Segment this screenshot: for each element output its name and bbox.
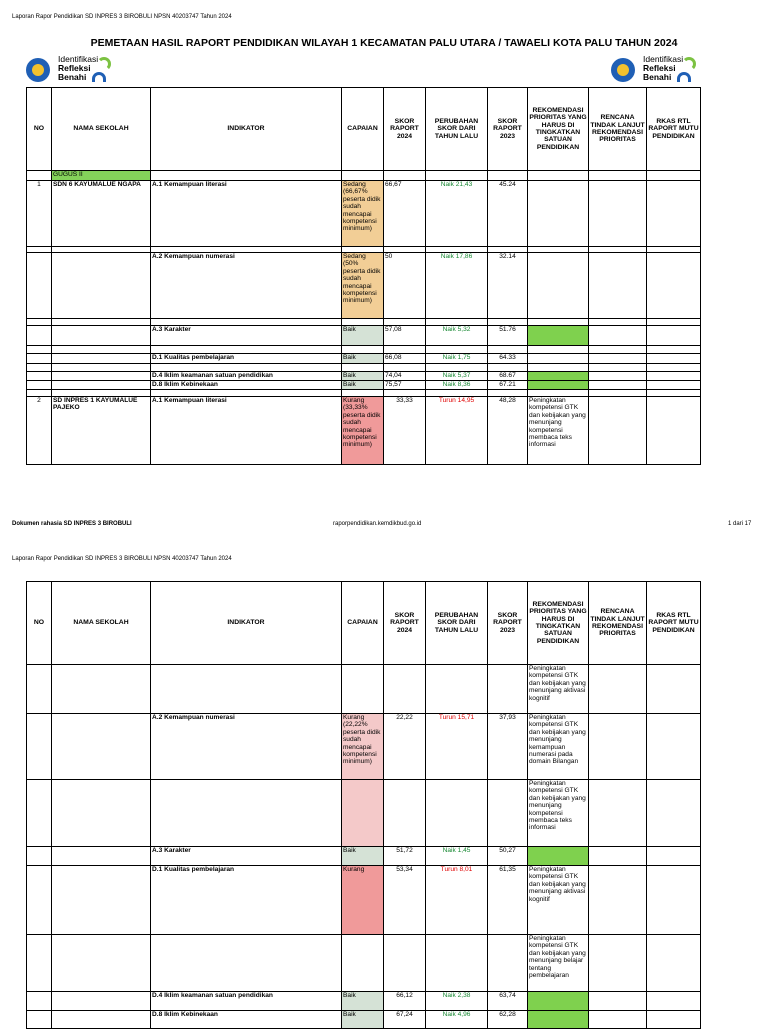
skor-2024-cell: 50 bbox=[384, 253, 426, 319]
indikator-cell: A.1 Kemampuan literasi bbox=[151, 397, 342, 465]
capaian-cell: Kurang (22,22% peserta didik sudah mencapai kompetensi minimum) bbox=[342, 714, 384, 780]
capaian-cell: Baik bbox=[342, 992, 384, 1011]
col-capaian: CAPAIAN bbox=[342, 582, 384, 665]
report-title: PEMETAAN HASIL RAPORT PENDIDIKAN WILAYAH 1 KECAMATAN PALU UTARA / TAWAELI KOTA PALU TAHUN 2024 bbox=[90, 37, 678, 49]
skor-2024-cell: 75,57 bbox=[384, 381, 426, 390]
indikator-cell: D.8 Iklim Kebinekaan bbox=[151, 381, 342, 390]
skor-2024-cell: 66,08 bbox=[384, 354, 426, 364]
col-no: NO bbox=[27, 88, 52, 171]
table-row bbox=[27, 780, 701, 847]
rekomendasi-cell: Peningkatan kompetensi GTK dan kebijakan yang menunjang kompetensi membaca teks informasi bbox=[528, 397, 589, 465]
logo-arc-icon bbox=[682, 57, 696, 71]
col-skor-2023: SKOR RAPORT 2023 bbox=[488, 582, 528, 665]
col-skor-2023: SKOR RAPORT 2023 bbox=[488, 88, 528, 171]
skor-2024-cell: 67,24 bbox=[384, 1011, 426, 1029]
rekomendasi-cell: Peningkatan kompetensi GTK dan kebijakan yang menunjang aktivasi kognitif bbox=[528, 665, 589, 714]
table-row bbox=[27, 354, 701, 364]
report-table-page2 bbox=[26, 581, 701, 1029]
skor-2023-cell: 61,35 bbox=[488, 866, 528, 935]
logo-right bbox=[611, 55, 711, 85]
rekomendasi-cell: Peningkatan kompetensi GTK dan kebijakan yang menunjang kompetensi membaca teks informasi bbox=[528, 780, 589, 847]
col-rekomendasi: REKOMENDASI PRIORITAS YANG HARUS DI TINGKATKAN SATUAN PENDIDIKAN bbox=[528, 88, 589, 171]
logo-arc-icon bbox=[677, 72, 691, 82]
col-skor-2024: SKOR RAPORT 2024 bbox=[384, 88, 426, 171]
skor-2023-cell: 32.14 bbox=[488, 253, 528, 319]
capaian-cell: Baik bbox=[342, 1011, 384, 1029]
table-row bbox=[27, 935, 701, 992]
report-table-page1 bbox=[26, 87, 701, 465]
skor-2023-cell: 63,74 bbox=[488, 992, 528, 1011]
skor-2024-cell: 51,72 bbox=[384, 847, 426, 866]
col-no: NO bbox=[27, 582, 52, 665]
skor-2023-cell: 45.24 bbox=[488, 181, 528, 247]
col-perubahan: PERUBAHAN SKOR DARI TAHUN LALU bbox=[426, 582, 488, 665]
perubahan-cell: Naik 5,32 bbox=[426, 326, 488, 346]
logo-text-3: Benahi bbox=[643, 72, 672, 82]
footer-page: 1 dari 17 bbox=[728, 521, 752, 527]
skor-2024-cell: 57,08 bbox=[384, 326, 426, 346]
col-nama-sekolah: NAMA SEKOLAH bbox=[52, 88, 151, 171]
capaian-cell: Kurang (33,33% peserta didik sudah mencapai kompetensi minimum) bbox=[342, 397, 384, 465]
indikator-cell: A.3 Karakter bbox=[151, 326, 342, 346]
skor-2024-cell: 66,12 bbox=[384, 992, 426, 1011]
capaian-cell: Sedang (50% peserta didik sudah mencapai kompetensi minimum) bbox=[342, 253, 384, 319]
skor-2024-cell: 74,04 bbox=[384, 372, 426, 381]
page-header: Laporan Rapor Pendidikan SD INPRES 3 BIROBULI NPSN 40203747 Tahun 2024 bbox=[12, 14, 232, 20]
table-row bbox=[27, 992, 701, 1011]
row-no: 2 bbox=[27, 397, 52, 465]
skor-2023-cell: 64.33 bbox=[488, 354, 528, 364]
col-rencana: RENCANA TINDAK LANJUT REKOMENDASI PRIORITAS bbox=[589, 582, 647, 665]
logo-text-1: Identifikasi bbox=[643, 54, 684, 64]
col-indikator: INDIKATOR bbox=[151, 88, 342, 171]
logo-arc-icon bbox=[97, 57, 111, 71]
indikator-cell: A.1 Kemampuan literasi bbox=[151, 181, 342, 247]
logo-text-1: Identifikasi bbox=[58, 54, 99, 64]
col-capaian: CAPAIAN bbox=[342, 88, 384, 171]
gugus-label: GUGUS II bbox=[52, 171, 151, 181]
logo-text-3: Benahi bbox=[58, 72, 87, 82]
perubahan-cell: Naik 21,43 bbox=[426, 181, 488, 247]
col-rencana: RENCANA TINDAK LANJUT REKOMENDASI PRIORITAS bbox=[589, 88, 647, 171]
table-row bbox=[27, 714, 701, 780]
table-row bbox=[27, 381, 701, 390]
col-indikator: INDIKATOR bbox=[151, 582, 342, 665]
col-skor-2024: SKOR RAPORT 2024 bbox=[384, 582, 426, 665]
rekomendasi-cell: Peningkatan kompetensi GTK dan kebijakan yang menunjang belajar tentang pembelajaran bbox=[528, 935, 589, 992]
logo-arc-icon bbox=[92, 72, 106, 82]
perubahan-cell: Turun 15,71 bbox=[426, 714, 488, 780]
table-row bbox=[27, 253, 701, 319]
table-row bbox=[27, 181, 701, 247]
col-rkas: RKAS RTL RAPORT MUTU PENDIDIKAN bbox=[647, 88, 701, 171]
capaian-cell: Baik bbox=[342, 372, 384, 381]
col-rekomendasi: REKOMENDASI PRIORITAS YANG HARUS DI TINGKATKAN SATUAN PENDIDIKAN bbox=[528, 582, 589, 665]
row-no: 1 bbox=[27, 181, 52, 247]
skor-2024-cell: 53,34 bbox=[384, 866, 426, 935]
school-name: SD INPRES 1 KAYUMALUE PAJEKO bbox=[52, 397, 151, 465]
skor-2023-cell: 51.76 bbox=[488, 326, 528, 346]
perubahan-cell: Naik 17,86 bbox=[426, 253, 488, 319]
footer-left: Dokumen rahasia SD INPRES 3 BIROBULI bbox=[12, 521, 132, 527]
skor-2024-cell: 33,33 bbox=[384, 397, 426, 465]
indikator-cell: D.1 Kualitas pembelajaran bbox=[151, 866, 342, 935]
skor-2023-cell: 37,93 bbox=[488, 714, 528, 780]
logo-text-2: Refleksi bbox=[58, 63, 91, 73]
indikator-cell: A.2 Kemampuan numerasi bbox=[151, 253, 342, 319]
perubahan-cell: Naik 5,37 bbox=[426, 372, 488, 381]
footer-url: raporpendidikan.kemdikbud.go.id bbox=[333, 521, 422, 527]
skor-2024-cell: 66,67 bbox=[384, 181, 426, 247]
indikator-cell: A.3 Karakter bbox=[151, 847, 342, 866]
perubahan-cell: Naik 4,96 bbox=[426, 1011, 488, 1029]
col-nama-sekolah: NAMA SEKOLAH bbox=[52, 582, 151, 665]
skor-2024-cell: 22,22 bbox=[384, 714, 426, 780]
rekomendasi-cell: Peningkatan kompetensi GTK dan kebijakan yang menunjang kemampuan numerasi pada domain Bilangan bbox=[528, 714, 589, 780]
tut-wuri-emblem-icon bbox=[611, 58, 635, 82]
indikator-cell: D.4 Iklim keamanan satuan pendidikan bbox=[151, 372, 342, 381]
capaian-cell: Kurang bbox=[342, 866, 384, 935]
rekomendasi-cell: Peningkatan kompetensi GTK dan kebijakan yang menunjang aktivasi kognitif bbox=[528, 866, 589, 935]
indikator-cell: D.4 Iklim keamanan satuan pendidikan bbox=[151, 992, 342, 1011]
indikator-cell: D.8 Iklim Kebinekaan bbox=[151, 1011, 342, 1029]
perubahan-cell: Naik 1,75 bbox=[426, 354, 488, 364]
perubahan-cell: Turun 8,01 bbox=[426, 866, 488, 935]
school-name: SDN 6 KAYUMALUE NGAPA bbox=[52, 181, 151, 247]
tut-wuri-emblem-icon bbox=[26, 58, 50, 82]
col-rkas: RKAS RTL RAPORT MUTU PENDIDIKAN bbox=[647, 582, 701, 665]
capaian-cell: Baik bbox=[342, 847, 384, 866]
skor-2023-cell: 48,28 bbox=[488, 397, 528, 465]
capaian-cell: Baik bbox=[342, 354, 384, 364]
table-row bbox=[27, 326, 701, 346]
col-perubahan: PERUBAHAN SKOR DARI TAHUN LALU bbox=[426, 88, 488, 171]
skor-2023-cell: 62,28 bbox=[488, 1011, 528, 1029]
table-row bbox=[27, 847, 701, 866]
table-row bbox=[27, 397, 701, 465]
logo-text-2: Refleksi bbox=[643, 63, 676, 73]
skor-2023-cell: 50,27 bbox=[488, 847, 528, 866]
indikator-cell: A.2 Kemampuan numerasi bbox=[151, 714, 342, 780]
logo-left bbox=[26, 55, 126, 85]
capaian-cell: Sedang (66,67% peserta didik sudah mencapai kompetensi minimum) bbox=[342, 181, 384, 247]
table-row bbox=[27, 1011, 701, 1029]
perubahan-cell: Naik 2,38 bbox=[426, 992, 488, 1011]
capaian-cell: Baik bbox=[342, 381, 384, 390]
indikator-cell: D.1 Kualitas pembelajaran bbox=[151, 354, 342, 364]
table-row bbox=[27, 665, 701, 714]
perubahan-cell: Naik 8,36 bbox=[426, 381, 488, 390]
skor-2023-cell: 68.67 bbox=[488, 372, 528, 381]
perubahan-cell: Naik 1,45 bbox=[426, 847, 488, 866]
table-row bbox=[27, 372, 701, 381]
table-row bbox=[27, 866, 701, 935]
capaian-cell: Baik bbox=[342, 326, 384, 346]
page-header: Laporan Rapor Pendidikan SD INPRES 3 BIROBULI NPSN 40203747 Tahun 2024 bbox=[12, 556, 232, 562]
skor-2023-cell: 67.21 bbox=[488, 381, 528, 390]
perubahan-cell: Turun 14,95 bbox=[426, 397, 488, 465]
